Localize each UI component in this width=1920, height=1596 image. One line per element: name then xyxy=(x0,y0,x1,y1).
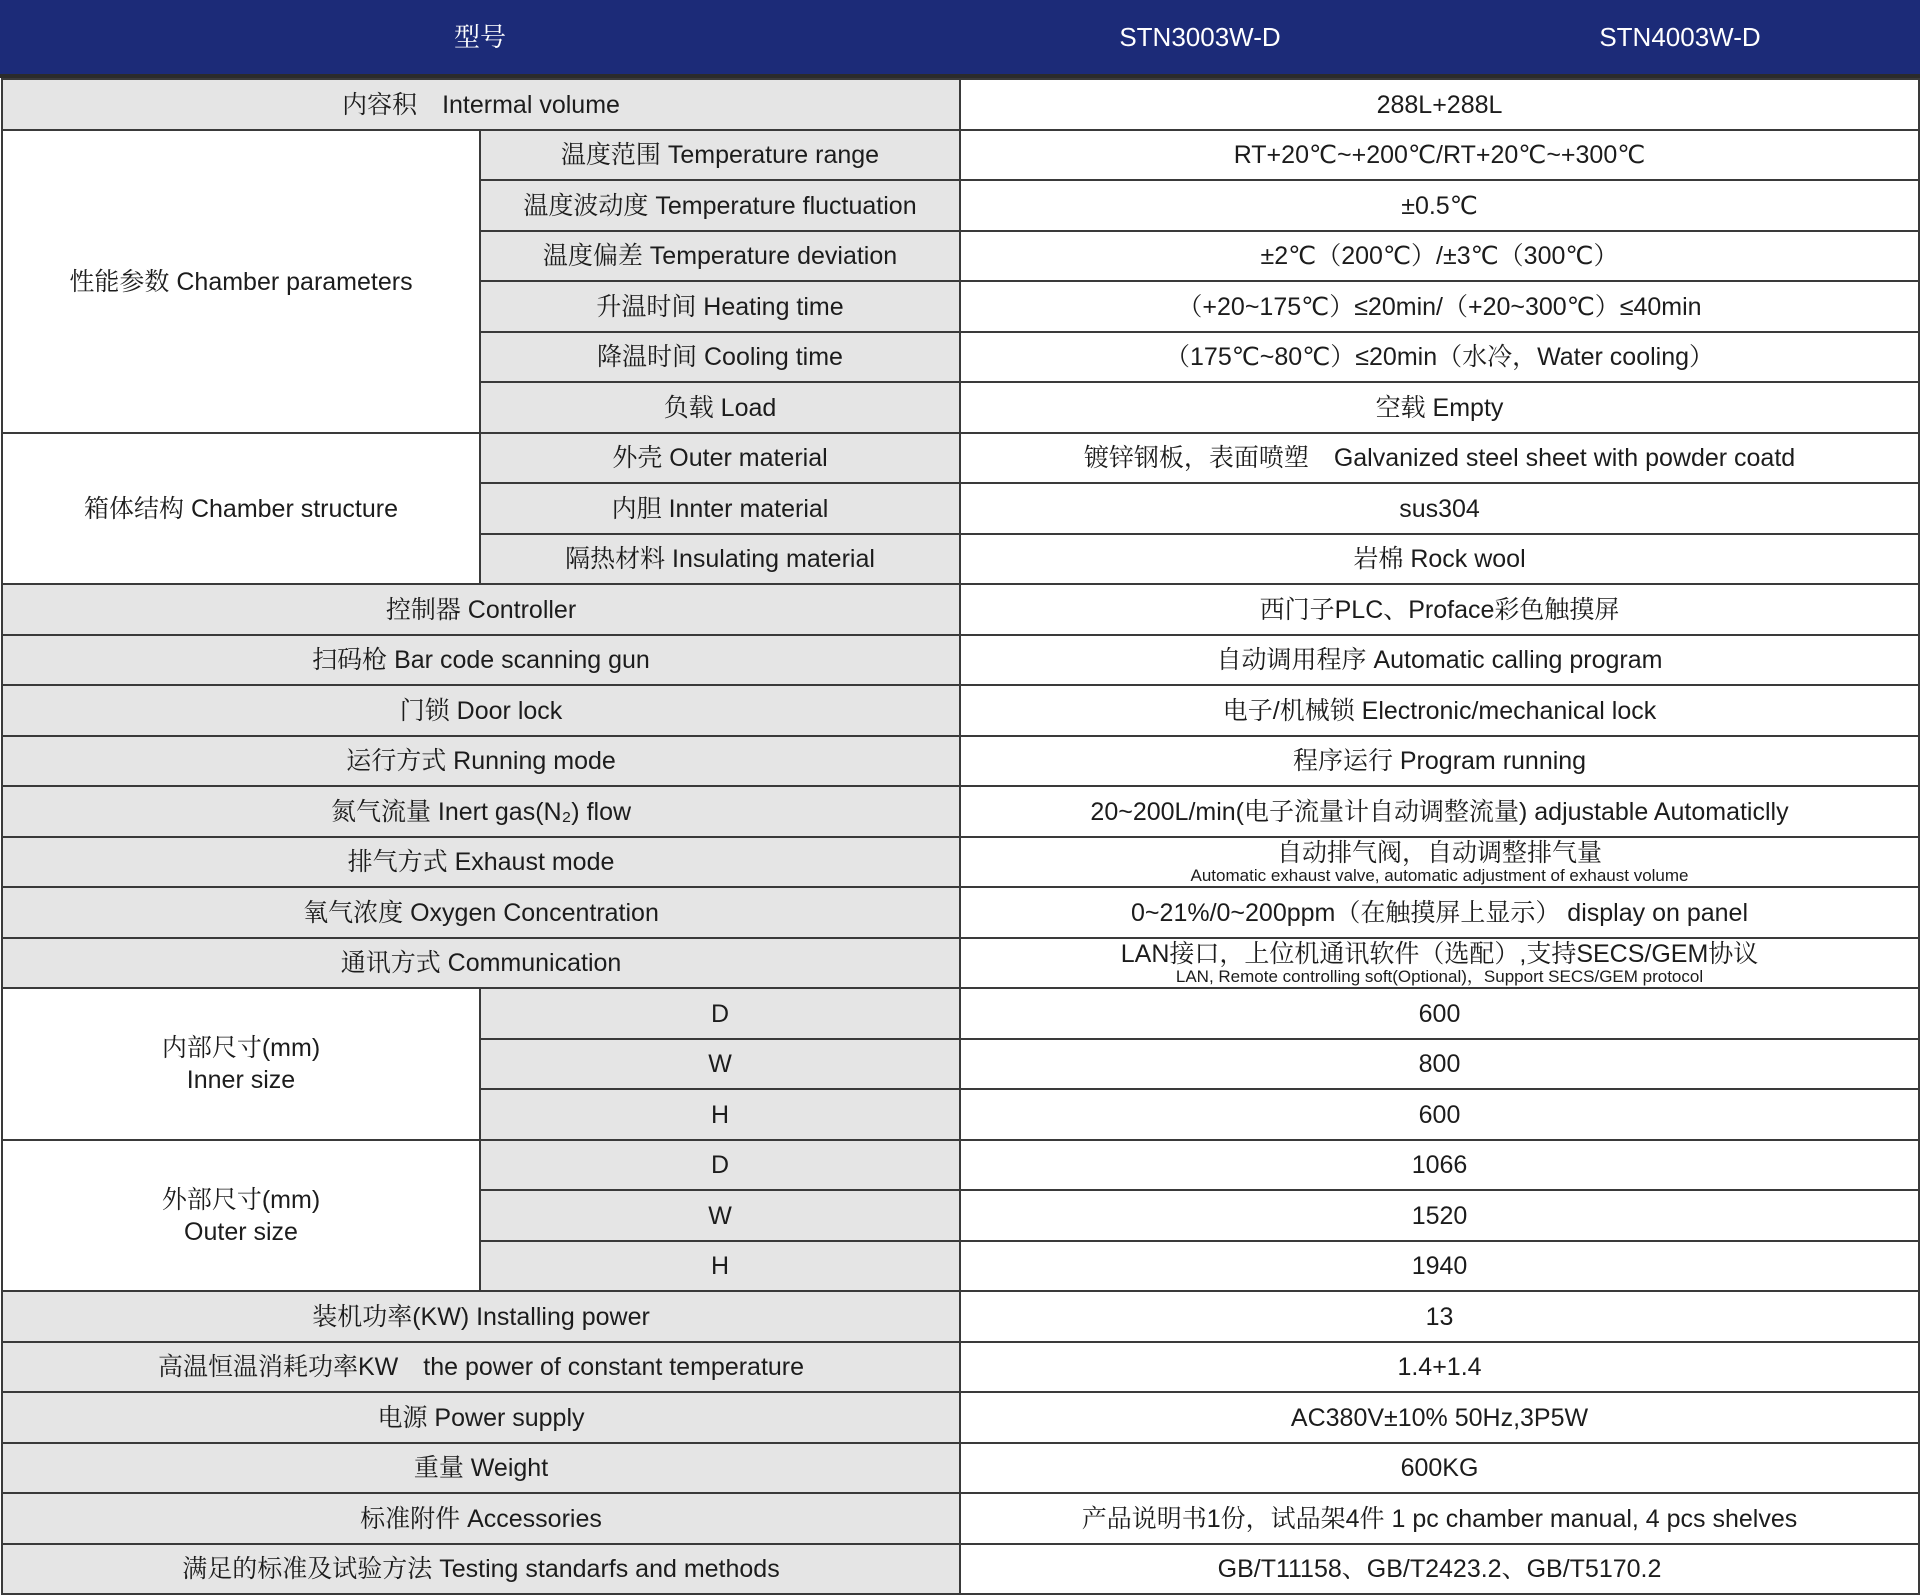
row-constant-power xyxy=(2,1342,1919,1392)
value-weight: 600KG xyxy=(960,1443,1919,1493)
value-inert-gas: 20~200L/min(电子流量计自动调整流量) adjustable Automaticlly xyxy=(960,786,1919,837)
label-temperature-fluctuation: 温度波动度 Temperature fluctuation xyxy=(480,180,960,231)
label-outer-material: 外壳 Outer material xyxy=(480,433,960,483)
label-installing-power: 装机功率(KW) Installing power xyxy=(2,1291,960,1342)
label-controller: 控制器 Controller xyxy=(2,584,960,635)
row-controller xyxy=(2,584,1919,635)
value-heating-time: （+20~175℃）≤20min/（+20~300℃）≤40min xyxy=(960,281,1919,332)
model-label: 型号 xyxy=(453,22,506,52)
group-outer-size xyxy=(2,1140,480,1291)
value-communication-main: LAN接口，上位机通讯软件（选配）,支持SECS/GEM协议 xyxy=(1120,940,1759,968)
row-door-lock xyxy=(2,685,1919,736)
row-barcode xyxy=(2,635,1919,685)
group-outer-size-en: Outer size xyxy=(184,1217,298,1246)
model-b: STN4003W-D xyxy=(1599,22,1761,52)
value-exhaust-mode-main: 自动排气阀，自动调整排气量 xyxy=(1277,839,1603,867)
label-inner-d: D xyxy=(480,988,960,1039)
value-exhaust-mode xyxy=(960,837,1919,887)
label-insulating-material: 隔热材料 Insulating material xyxy=(480,534,960,584)
row-internal-volume xyxy=(2,79,1919,130)
row-outer-d xyxy=(2,1140,1919,1190)
label-barcode: 扫码枪 Bar code scanning gun xyxy=(2,635,960,685)
label-weight: 重量 Weight xyxy=(2,1443,960,1493)
label-temperature-range: 温度范围 Temperature range xyxy=(480,130,960,180)
row-temperature-range xyxy=(2,130,1919,180)
value-outer-h: 1940 xyxy=(960,1241,1919,1291)
model-a: STN3003W-D xyxy=(1119,22,1281,52)
value-barcode: 自动调用程序 Automatic calling program xyxy=(960,635,1919,685)
value-power-supply: AC380V±10% 50Hz,3P5W xyxy=(960,1392,1919,1443)
value-outer-material: 镀锌钢板，表面喷塑 Galvanized steel sheet with powder coatd xyxy=(960,433,1919,483)
label-door-lock: 门锁 Door lock xyxy=(2,685,960,736)
row-accessories xyxy=(2,1493,1919,1544)
value-controller: 西门子PLC、Proface彩色触摸屏 xyxy=(960,584,1919,635)
label-internal-volume: 内容积 Intermal volume xyxy=(2,79,960,130)
row-oxygen xyxy=(2,887,1919,938)
row-weight xyxy=(2,1443,1919,1493)
row-communication xyxy=(2,938,1919,988)
label-power-supply: 电源 Power supply xyxy=(2,1392,960,1443)
label-outer-h: H xyxy=(480,1241,960,1291)
value-inner-h: 600 xyxy=(960,1089,1919,1140)
group-chamber-parameters: 性能参数 Chamber parameters xyxy=(2,130,480,433)
value-door-lock: 电子/机械锁 Electronic/mechanical lock xyxy=(960,685,1919,736)
value-installing-power: 13 xyxy=(960,1291,1919,1342)
row-outer-material xyxy=(2,433,1919,483)
value-temperature-range: RT+20℃~+200℃/RT+20℃~+300℃ xyxy=(960,130,1919,180)
value-communication xyxy=(960,938,1919,988)
value-inner-material: sus304 xyxy=(960,483,1919,534)
value-insulating-material: 岩棉 Rock wool xyxy=(960,534,1919,584)
label-load: 负载 Load xyxy=(480,382,960,433)
label-inner-h: H xyxy=(480,1089,960,1140)
value-exhaust-mode-sub: Automatic exhaust valve, automatic adjustment of exhaust volume xyxy=(1190,866,1689,885)
group-inner-size-cn: 内部尺寸(mm) xyxy=(161,1034,321,1062)
value-running-mode: 程序运行 Program running xyxy=(960,736,1919,786)
group-inner-size-en: Inner size xyxy=(186,1066,296,1094)
row-inert-gas xyxy=(2,786,1919,837)
label-outer-w: W xyxy=(480,1190,960,1241)
value-outer-d: 1066 xyxy=(960,1140,1919,1190)
group-inner-size xyxy=(2,988,480,1140)
label-inner-w: W xyxy=(480,1039,960,1089)
value-constant-power: 1.4+1.4 xyxy=(960,1342,1919,1392)
row-running-mode xyxy=(2,736,1919,786)
value-inner-d: 600 xyxy=(960,988,1919,1039)
label-communication: 通讯方式 Communication xyxy=(2,938,960,988)
value-cooling-time: （175℃~80℃）≤20min（水冷，Water cooling） xyxy=(960,332,1919,382)
value-load: 空载 Empty xyxy=(960,382,1919,433)
row-standards xyxy=(2,1544,1919,1594)
value-accessories: 产品说明书1份，试品架4件 1 pc chamber manual, 4 pcs shelves xyxy=(960,1493,1919,1544)
label-running-mode: 运行方式 Running mode xyxy=(2,736,960,786)
label-accessories: 标准附件 Accessories xyxy=(2,1493,960,1544)
group-chamber-structure: 箱体结构 Chamber structure xyxy=(2,433,480,584)
value-temperature-deviation: ±2℃（200℃）/±3℃（300℃） xyxy=(960,231,1919,281)
row-power-supply xyxy=(2,1392,1919,1443)
table-header xyxy=(0,0,1920,78)
group-outer-size-cn: 外部尺寸(mm) xyxy=(161,1185,321,1214)
row-exhaust-mode xyxy=(2,837,1919,887)
value-oxygen: 0~21%/0~200ppm（在触摸屏上显示） display on panel xyxy=(960,887,1919,938)
value-temperature-fluctuation: ±0.5℃ xyxy=(960,180,1919,231)
label-heating-time: 升温时间 Heating time xyxy=(480,281,960,332)
label-standards: 满足的标准及试验方法 Testing standarfs and methods xyxy=(2,1544,960,1594)
row-installing-power xyxy=(2,1291,1919,1342)
value-standards: GB/T11158、GB/T2423.2、GB/T5170.2 xyxy=(960,1544,1919,1594)
value-inner-w: 800 xyxy=(960,1039,1919,1089)
value-internal-volume: 288L+288L xyxy=(960,79,1919,130)
spec-table xyxy=(1,78,1920,1595)
label-outer-d: D xyxy=(480,1140,960,1190)
label-inert-gas: 氮气流量 Inert gas(N₂) flow xyxy=(2,786,960,837)
label-cooling-time: 降温时间 Cooling time xyxy=(480,332,960,382)
value-outer-w: 1520 xyxy=(960,1190,1919,1241)
label-oxygen: 氧气浓度 Oxygen Concentration xyxy=(2,887,960,938)
row-inner-d xyxy=(2,988,1919,1039)
label-temperature-deviation: 温度偏差 Temperature deviation xyxy=(480,231,960,281)
label-constant-power: 高温恒温消耗功率KW the power of constant temperature xyxy=(2,1342,960,1392)
label-exhaust-mode: 排气方式 Exhaust mode xyxy=(2,837,960,887)
value-communication-sub: LAN, Remote controlling soft(Optional)，Support SECS/GEM protocol xyxy=(1175,967,1704,986)
label-inner-material: 内胆 Innter material xyxy=(480,483,960,534)
